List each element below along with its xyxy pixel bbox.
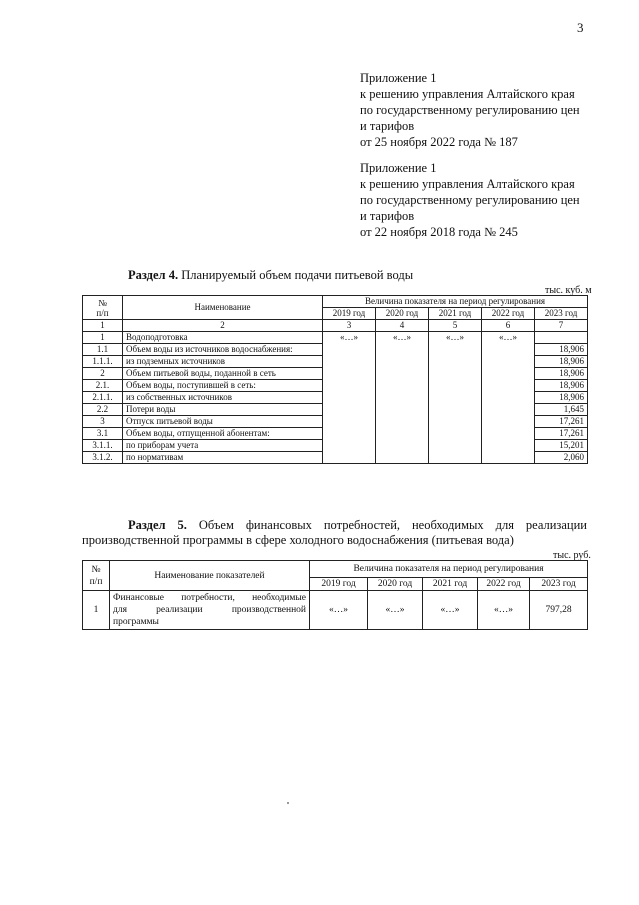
header-name-cell: Наименование показателей <box>110 561 310 591</box>
year-cell: 2019 год <box>310 578 368 591</box>
row-value: 18,906 <box>535 344 588 356</box>
row-name: из собственных источников <box>123 392 323 404</box>
row-name: Отпуск питьевой воды <box>123 416 323 428</box>
row-name: по приборам учета <box>123 440 323 452</box>
row-no: 2.1.1. <box>83 392 123 404</box>
placeholder-cell: «…» <box>429 332 482 464</box>
appendix-line: от 22 ноября 2018 года № 245 <box>360 225 518 239</box>
appendix-line: по государственному регулированию цен <box>360 193 580 207</box>
year-cell: 2020 год <box>376 308 429 320</box>
appendix-line: от 25 ноября 2022 года № 187 <box>360 135 518 149</box>
appendix-line: по государственному регулированию цен <box>360 103 580 117</box>
section5-title-line2: производственной программы в сфере холодного водоснабжения (питьевая вода) <box>82 533 514 547</box>
row-value: 1,645 <box>535 404 588 416</box>
placeholder-cell: «…» <box>323 332 376 464</box>
placeholder-cell: «…» <box>376 332 429 464</box>
row-name: Водоподготовка <box>123 332 323 344</box>
row-value <box>535 332 588 344</box>
section4-label: Раздел 4. <box>128 268 179 282</box>
appendix-line: Приложение 1 <box>360 161 437 175</box>
table-row <box>83 591 588 630</box>
row-value: 18,906 <box>535 368 588 380</box>
row-value: 2,060 <box>535 452 588 464</box>
row-value: 18,906 <box>535 356 588 368</box>
row-name-line: Финансовые потребности, необходимые <box>113 593 306 603</box>
section4-title <box>128 268 413 283</box>
appendix-line: и тарифов <box>360 209 415 223</box>
row-name <box>110 591 310 630</box>
header-no-cell <box>83 561 110 591</box>
section5-label: Раздел 5. <box>128 518 187 532</box>
appendix-line: и тарифов <box>360 119 415 133</box>
column-number-row <box>83 320 588 332</box>
row-value: 17,261 <box>535 416 588 428</box>
section4-unit: тыс. куб. м <box>545 285 592 296</box>
scan-speck <box>287 802 289 804</box>
row-no: 3 <box>83 416 123 428</box>
row-value: 797,28 <box>530 591 588 630</box>
section5-title-line1-wrap <box>82 518 587 533</box>
appendix-line: Приложение 1 <box>360 71 437 85</box>
year-cell: 2022 год <box>482 308 535 320</box>
row-name: Объем воды из источников водоснабжения: <box>123 344 323 356</box>
col-number-cell: 1 <box>83 320 123 332</box>
section5-title <box>82 518 587 548</box>
row-value: 18,906 <box>535 380 588 392</box>
col-number-cell: 4 <box>376 320 429 332</box>
row-name: из подземных источников <box>123 356 323 368</box>
section5-table <box>82 560 588 630</box>
section4-title-text: Планируемый объем подачи питьевой воды <box>181 268 414 282</box>
header-no-line: п/п <box>96 307 109 318</box>
appendix-current <box>360 70 630 150</box>
year-cell: 2022 год <box>478 578 530 591</box>
header-no-line: № <box>98 297 107 308</box>
page-number: 3 <box>577 20 584 35</box>
year-cell: 2023 год <box>530 578 588 591</box>
row-name-line: программы <box>113 617 159 627</box>
row-value: 17,261 <box>535 428 588 440</box>
placeholder-cell: «…» <box>478 591 530 630</box>
row-name: Объем воды, отпущенной абонентам: <box>123 428 323 440</box>
section5-unit: тыс. руб. <box>553 550 591 561</box>
header-period-cell: Величина показателя на период регулирования <box>310 561 588 578</box>
row-no: 2.1. <box>83 380 123 392</box>
row-no: 1.1 <box>83 344 123 356</box>
appendix-line: к решению управления Алтайского края <box>360 87 575 101</box>
placeholder-cell: «…» <box>368 591 423 630</box>
table-header-row <box>83 561 588 578</box>
header-no-cell <box>83 296 123 320</box>
year-cell: 2021 год <box>423 578 478 591</box>
placeholder-cell: «…» <box>310 591 368 630</box>
row-no: 3.1.2. <box>83 452 123 464</box>
year-cell: 2021 год <box>429 308 482 320</box>
appendix-previous <box>360 160 630 240</box>
row-name-line: для реализации производственной <box>113 605 306 615</box>
row-value: 18,906 <box>535 392 588 404</box>
table-header-row <box>83 296 588 308</box>
row-no: 2 <box>83 368 123 380</box>
row-no: 1 <box>83 332 123 344</box>
col-number-cell: 7 <box>535 320 588 332</box>
row-no: 3.1 <box>83 428 123 440</box>
year-cell: 2019 год <box>323 308 376 320</box>
section4-table <box>82 295 588 464</box>
row-no: 3.1.1. <box>83 440 123 452</box>
col-number-cell: 6 <box>482 320 535 332</box>
row-name: Объем воды, поступившей в сеть: <box>123 380 323 392</box>
year-cell: 2023 год <box>535 308 588 320</box>
row-no: 2.2 <box>83 404 123 416</box>
appendix-line: к решению управления Алтайского края <box>360 177 575 191</box>
row-name: Потери воды <box>123 404 323 416</box>
row-value: 15,201 <box>535 440 588 452</box>
col-number-cell: 3 <box>323 320 376 332</box>
table-row <box>83 332 588 344</box>
row-name: Объем питьевой воды, поданной в сеть <box>123 368 323 380</box>
col-number-cell: 5 <box>429 320 482 332</box>
placeholder-cell: «…» <box>482 332 535 464</box>
placeholder-cell: «…» <box>423 591 478 630</box>
header-no-line: № <box>91 564 101 575</box>
year-cell: 2020 год <box>368 578 423 591</box>
header-period-cell: Величина показателя на период регулирования <box>323 296 588 308</box>
section5-title-line1: Объем финансовых потребностей, необходимых для реализации <box>198 518 587 532</box>
row-no: 1.1.1. <box>83 356 123 368</box>
header-name-cell: Наименование <box>123 296 323 320</box>
row-no: 1 <box>83 591 110 630</box>
row-name: по нормативам <box>123 452 323 464</box>
header-no-line: п/п <box>89 576 103 587</box>
col-number-cell: 2 <box>123 320 323 332</box>
